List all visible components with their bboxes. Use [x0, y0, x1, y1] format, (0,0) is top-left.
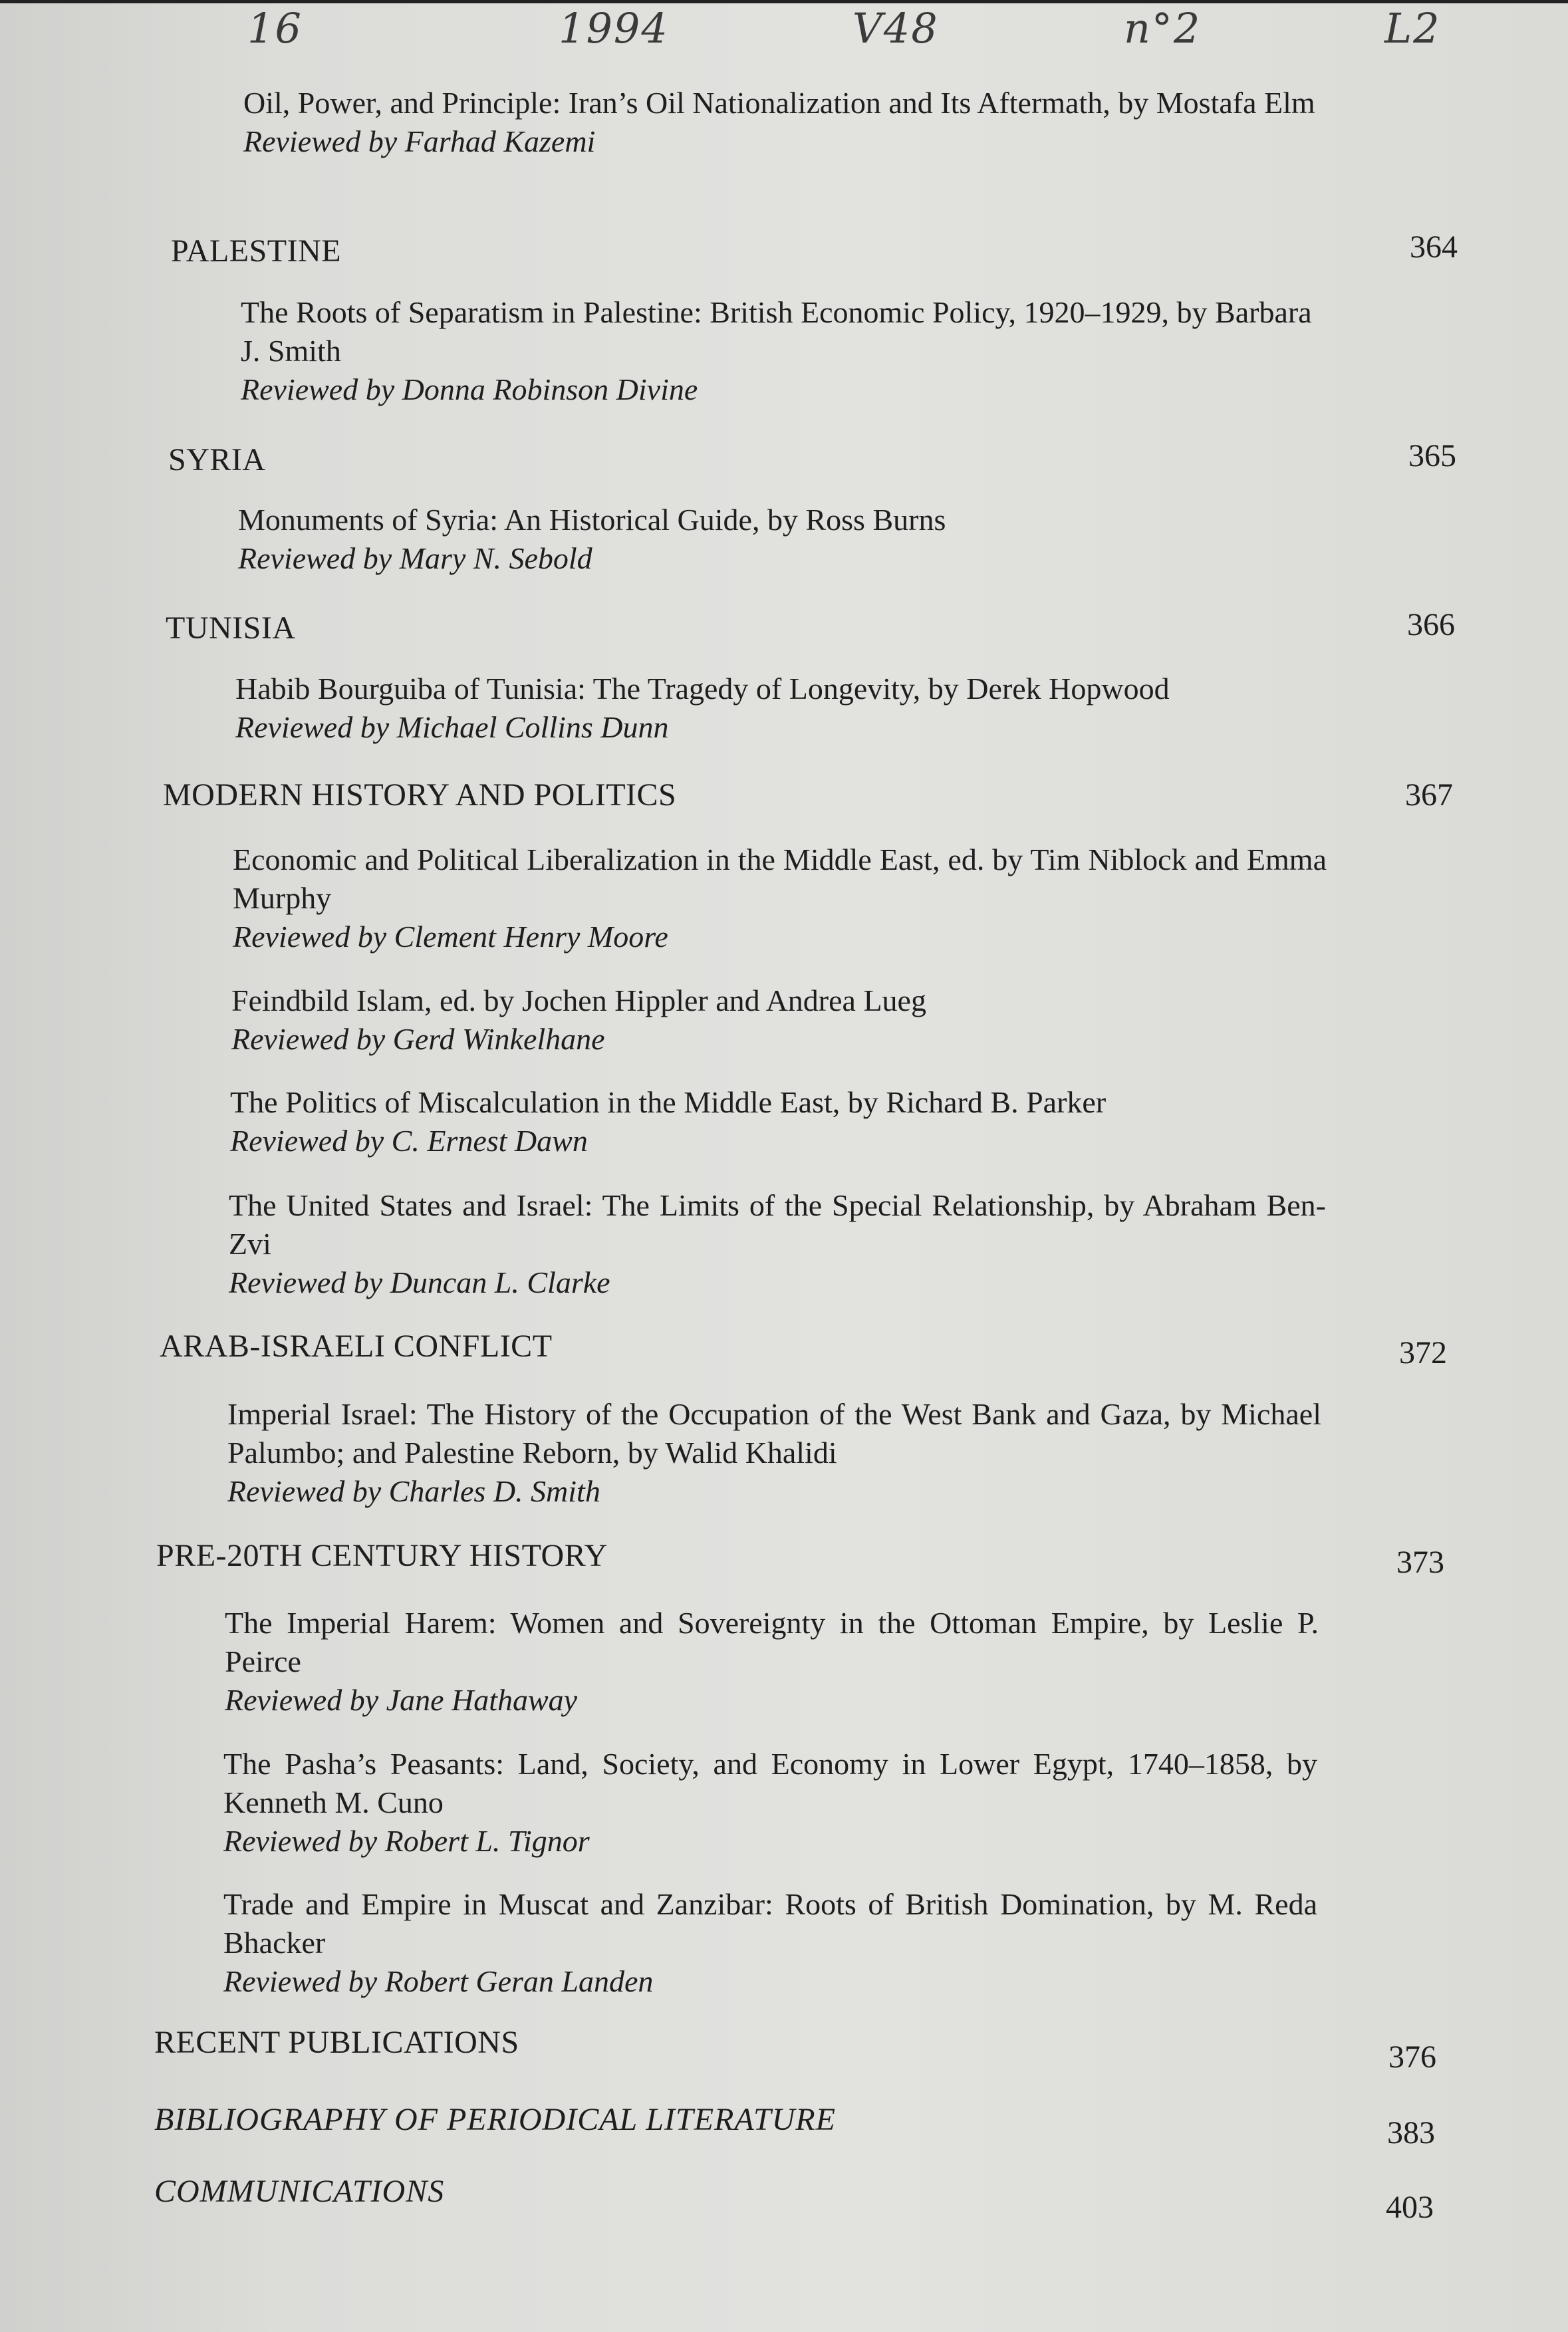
- page-top-border: [0, 0, 1568, 3]
- toc-entry: [223, 1885, 1317, 2001]
- entry-reviewer: Reviewed by Robert L. Tignor: [223, 1824, 590, 1858]
- toc-entry: [235, 670, 1353, 747]
- toc-entry: [238, 501, 1342, 578]
- entry-reviewer: Reviewed by Farhad Kazemi: [243, 124, 596, 158]
- entry-title: The Roots of Separatism in Palestine: British Economic Policy, 1920–1929, by Barbara J. Smith: [241, 295, 1312, 368]
- entry-title: Feindbild Islam, ed. by Jochen Hippler and Andrea Lueg: [231, 983, 926, 1017]
- toc-entry: [229, 1186, 1326, 1302]
- section-page-tunisia: 366: [1407, 607, 1455, 642]
- toc-entry: [225, 1604, 1319, 1720]
- toc-entry: [231, 981, 1329, 1059]
- toc-entry: [233, 841, 1327, 956]
- section-heading-recent-publications: RECENT PUBLICATIONS: [154, 2025, 519, 2060]
- entry-title: The United States and Israel: The Limits of the Special Relationship, by Abraham Ben-Zvi: [229, 1188, 1326, 1261]
- handwritten-mark-volume: V48: [852, 4, 939, 53]
- section-heading-palestine: PALESTINE: [171, 233, 342, 269]
- section-page-arab-israeli: 372: [1399, 1335, 1447, 1370]
- entry-reviewer: Reviewed by Jane Hathaway: [225, 1683, 578, 1717]
- section-page-bibliography: 383: [1387, 2115, 1435, 2150]
- section-page-syria: 365: [1408, 438, 1456, 473]
- entry-title: The Imperial Harem: Women and Sovereignty in the Ottoman Empire, by Leslie P. Peirce: [225, 1606, 1319, 1678]
- entry-title: Monuments of Syria: An Historical Guide, by Ross Burns: [238, 503, 946, 537]
- section-heading-syria: SYRIA: [168, 442, 266, 477]
- entry-title: The Politics of Miscalculation in the Middle East, by Richard B. Parker: [230, 1085, 1107, 1119]
- handwritten-mark-volume-number: 16: [247, 4, 303, 53]
- handwritten-mark-issue: n°2: [1124, 4, 1202, 53]
- entry-reviewer: Reviewed by Robert Geran Landen: [223, 1964, 654, 1998]
- toc-entry: [227, 1395, 1321, 1511]
- section-page-communications: 403: [1386, 2190, 1434, 2225]
- entry-title: Economic and Political Liberalization in the Middle East, ed. by Tim Niblock and Emma Murphy: [233, 842, 1327, 915]
- handwritten-mark-shelf: L2: [1384, 4, 1441, 53]
- entry-reviewer: Reviewed by Donna Robinson Divine: [241, 372, 698, 406]
- entry-reviewer: Reviewed by C. Ernest Dawn: [230, 1124, 588, 1158]
- entry-reviewer: Reviewed by Mary N. Sebold: [238, 541, 592, 575]
- entry-title: The Pasha’s Peasants: Land, Society, and Economy in Lower Egypt, 1740–1858, by Kenneth M. Cuno: [223, 1747, 1317, 1819]
- entry-title: Trade and Empire in Muscat and Zanzibar: Roots of British Domination, by M. Reda Bhacker: [223, 1887, 1317, 1960]
- section-heading-arab-israeli: ARAB-ISRAELI CONFLICT: [160, 1329, 553, 1364]
- section-page-pre-20th-century: 373: [1396, 1545, 1444, 1580]
- entry-reviewer: Reviewed by Gerd Winkelhane: [231, 1022, 605, 1056]
- entry-title: Imperial Israel: The History of the Occupation of the West Bank and Gaza, by Michael Palumbo; and Palestine Reborn, by Walid Khalidi: [227, 1397, 1321, 1470]
- entry-title: Oil, Power, and Principle: Iran’s Oil Nationalization and Its Aftermath, by Mostafa Elm: [243, 86, 1315, 120]
- section-heading-tunisia: TUNISIA: [166, 610, 296, 646]
- handwritten-mark-year: 1994: [559, 4, 669, 53]
- toc-entry: [230, 1083, 1331, 1160]
- section-page-modern-history: 367: [1405, 777, 1453, 813]
- section-heading-bibliography: BIBLIOGRAPHY OF PERIODICAL LITERATURE: [154, 2102, 836, 2137]
- entry-title: Habib Bourguiba of Tunisia: The Tragedy of Longevity, by Derek Hopwood: [235, 672, 1170, 706]
- entry-reviewer: Reviewed by Duncan L. Clarke: [229, 1265, 610, 1299]
- toc-entry: [241, 293, 1338, 409]
- section-page-recent-publications: 376: [1388, 2039, 1436, 2075]
- toc-entry: [223, 1745, 1317, 1861]
- entry-reviewer: Reviewed by Michael Collins Dunn: [235, 710, 669, 744]
- section-heading-modern-history: MODERN HISTORY AND POLITICS: [163, 777, 677, 813]
- toc-entry: [243, 84, 1337, 161]
- section-heading-pre-20th-century: PRE-20TH CENTURY HISTORY: [156, 1538, 608, 1573]
- entry-reviewer: Reviewed by Clement Henry Moore: [233, 920, 668, 954]
- section-heading-communications: COMMUNICATIONS: [154, 2174, 445, 2209]
- section-page-palestine: 364: [1410, 229, 1458, 265]
- entry-reviewer: Reviewed by Charles D. Smith: [227, 1474, 600, 1508]
